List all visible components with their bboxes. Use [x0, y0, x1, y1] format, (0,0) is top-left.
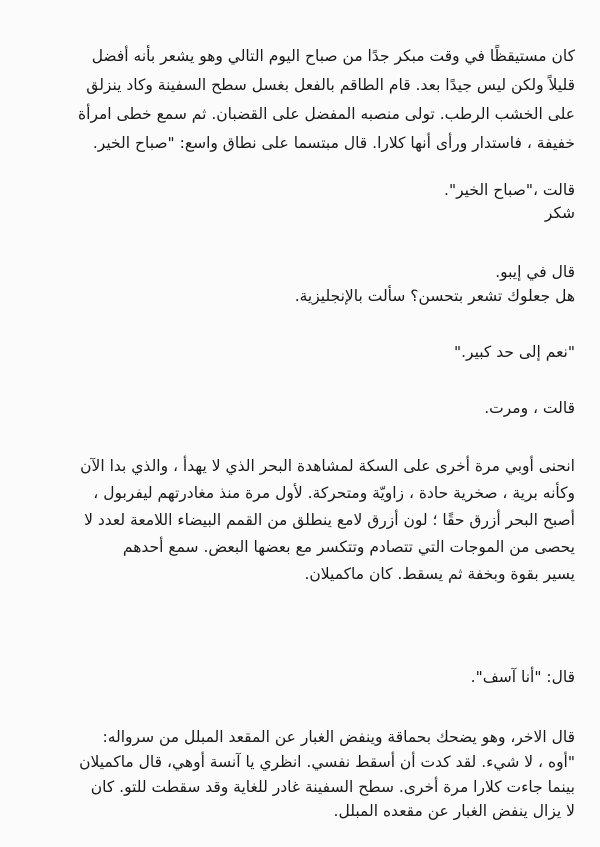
- text-line: يسير بقوة وبخفة ثم يسقط. كان ماكميلان.: [304, 565, 575, 583]
- text-line: قال في إيبو.: [495, 263, 575, 281]
- text-line: انحنى أوبي مرة أخرى على السكة لمشاهدة البحر الذي لا يهدأ ، والذي بدا الآن: [80, 457, 575, 475]
- text-line: هل جعلوك تشعر بتحسن؟ سألت بالإنجليزية.: [294, 287, 575, 305]
- text-line: أصبح البحر أزرق حقًا ؛ لون أزرق لامع ينطلق من القمم البيضاء اللامعة لعدد لا: [84, 511, 575, 529]
- text-line: وكأنه برية ، صخرية حادة ، زاويّة ومتحركة. لأول مرة منذ مغادرتهم ليفربول ،: [93, 484, 575, 502]
- text-line: "نعم إلى حد كبير.": [453, 343, 575, 361]
- text-line: قالت ،"صباح الخير".: [444, 181, 575, 199]
- text-line: بينما جاءت كلارا مرة أخرى. سطح السفينة غادر للغاية وقد سقطت للتو. كان: [90, 778, 575, 796]
- text-line: شكر: [544, 204, 575, 222]
- text-line: قال: "أنا آسف".: [470, 668, 575, 686]
- text-line: كان مستيقظًا في وقت مبكر جدًا من صباح اليوم التالي وهو يشعر بأنه أفضل: [91, 47, 575, 65]
- text-line: يحصى من الموجات التي تتصادم وتتكسر مع بعضها البعض. سمع أحدهم: [122, 538, 575, 556]
- text-line: على الخشب الرطب. تولى منصبه المفضل على القضبان. ثم سمع خطى امرأة: [78, 105, 575, 123]
- text-line: قليلاً ولكن ليس جيدًا بعد. قام الطاقم بالفعل بغسل سطح السفينة وكاد ينزلق: [86, 76, 575, 94]
- text-line: لا يزال ينفض الغبار عن مقعده المبلل.: [333, 802, 575, 820]
- text-line: خفيفة ، فاستدار ورأى أنها كلارا. قال مبتسما على نطاق واسع: "صباح الخير.: [92, 134, 575, 152]
- text-line: قالت ، ومرت.: [484, 399, 575, 417]
- text-line: "أوه ، لا شيء. لقد كدت أن أسقط نفسي. انظري يا آنسة أوهي، قال ماكميلان: [79, 753, 575, 771]
- text-line: قال الاخر، وهو يضحك بحماقة وينفض الغبار عن المقعد المبلل من سرواله:: [102, 728, 575, 746]
